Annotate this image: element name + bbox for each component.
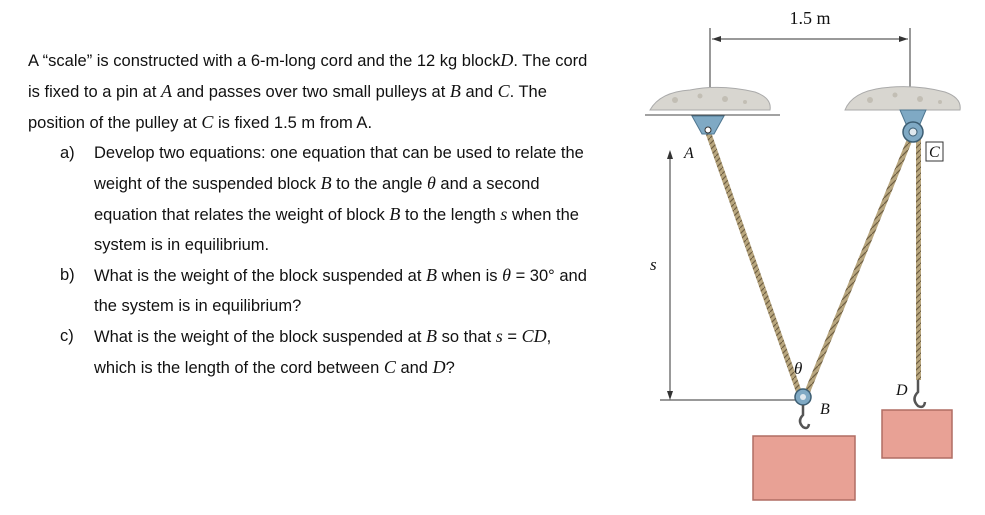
- text-run: to the angle: [331, 175, 427, 193]
- s-label: s: [650, 255, 657, 274]
- math-symbol: C: [201, 112, 214, 132]
- problem-statement: [28, 45, 588, 383]
- text-run: to the length: [400, 206, 501, 224]
- text-run: . The cord is fixed to a pin at: [28, 52, 588, 101]
- math-symbol: D: [500, 50, 514, 70]
- part-text: [94, 321, 588, 383]
- math-symbol: CD: [521, 326, 547, 346]
- theta-label: θ: [794, 359, 803, 378]
- part-label: c): [60, 327, 74, 345]
- cord-CD: [916, 138, 921, 380]
- part-label: b): [60, 266, 75, 284]
- text-run: is fixed 1.5 m from A.: [213, 114, 373, 132]
- math-symbol: B: [426, 265, 438, 285]
- problem-part: [60, 321, 588, 383]
- math-symbol: B: [320, 173, 332, 193]
- span-dimension: [710, 8, 910, 90]
- math-symbol: C: [383, 357, 396, 377]
- math-symbol: θ: [427, 173, 436, 193]
- label-D: D: [896, 382, 908, 399]
- label-B: B: [820, 401, 830, 418]
- pulley-B: [794, 359, 830, 428]
- text-run: What is the weight of the block suspended at: [94, 267, 427, 285]
- ceiling-left: [650, 87, 770, 110]
- text-run: when the system is in equilibrium.: [94, 206, 579, 254]
- text-run: and: [460, 83, 498, 101]
- problem-part: [60, 138, 588, 260]
- cord-AB: [705, 132, 803, 395]
- math-symbol: B: [449, 81, 461, 101]
- text-run: ?: [445, 359, 455, 377]
- hook-D: [895, 380, 925, 407]
- problem-intro: [28, 45, 588, 138]
- math-symbol: D: [432, 357, 446, 377]
- math-symbol: s: [495, 326, 503, 346]
- math-symbol: A: [161, 81, 172, 101]
- text-run: =: [502, 328, 522, 346]
- block-D: [882, 410, 952, 458]
- ceiling-right: [845, 87, 960, 110]
- text-run: and a second equation that relates the weight of block: [94, 175, 540, 224]
- text-run: , which is the length of the cord between: [94, 328, 552, 377]
- label-A: A: [684, 145, 694, 162]
- pulley-scale-figure: [620, 0, 985, 515]
- part-text: [94, 138, 588, 260]
- cord-BC: [803, 134, 915, 395]
- part-text: [94, 260, 588, 321]
- text-run: and passes over two small pulleys at: [172, 83, 450, 101]
- problem-part: [60, 260, 588, 321]
- math-symbol: s: [500, 204, 508, 224]
- text-run: so that: [437, 328, 496, 346]
- text-run: . The position of the pulley at: [28, 83, 547, 132]
- label-C: C: [929, 144, 940, 161]
- text-run: Develop two equations: one equation that can be used to relate the weight of the suspended block: [94, 144, 584, 193]
- problem-parts: [28, 138, 588, 383]
- text-run: when is: [437, 267, 503, 285]
- part-label: a): [60, 144, 75, 162]
- text-run: What is the weight of the block suspended at: [94, 328, 427, 346]
- math-symbol: B: [426, 326, 438, 346]
- block-B: [753, 436, 855, 500]
- math-symbol: B: [389, 204, 401, 224]
- math-symbol: C: [497, 81, 510, 101]
- text-run: = 30° and the system is in equilibrium?: [94, 267, 587, 315]
- span-label: 1.5 m: [789, 8, 831, 28]
- math-symbol: θ: [502, 265, 511, 285]
- text-run: and: [395, 359, 433, 377]
- text-run: A “scale” is constructed with a 6-m-long cord and the 12 kg block: [28, 52, 501, 70]
